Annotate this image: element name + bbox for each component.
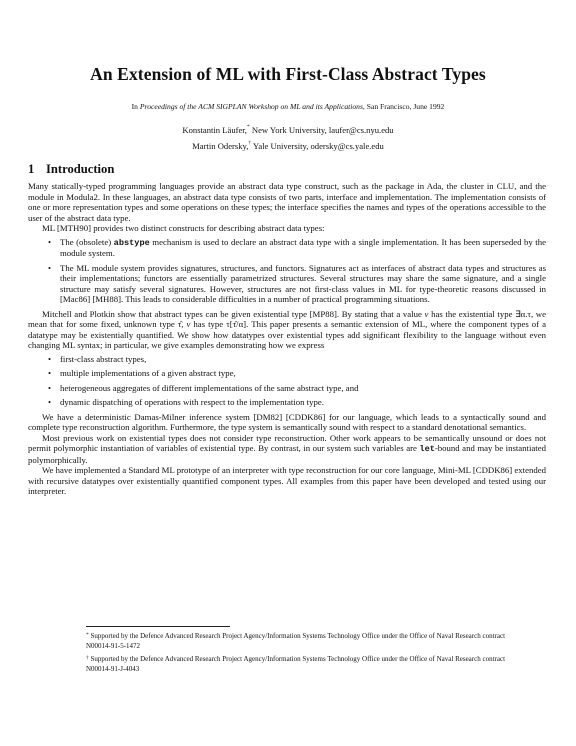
proceedings-venue: Proceedings of the ACM SIGPLAN Workshop on ML and its Applications <box>139 102 363 111</box>
footnote-2-text: Supported by the Defence Advanced Research Project Agency/Information Systems Technology Office under the Office of Naval Research contract N00014-91-J-4043 <box>86 655 506 673</box>
author-2 <box>0 141 576 151</box>
proceedings-prefix: In <box>131 102 140 111</box>
proceedings-suffix: , San Francisco, June 1992 <box>362 102 445 111</box>
section-body <box>28 181 546 497</box>
footnote-rule <box>86 626 230 627</box>
list-item <box>48 237 546 259</box>
paragraph-4: We have a deterministic Damas-Milner inference system [DM82] [CDDK86] for our language, which leads to a syntactically sound and complete type reconstruction algorithm. Furthermore, the type system is semantically sound with respect to a standard denotational semantics. <box>28 411 546 432</box>
paragraph-6: We have implemented a Standard ML prototype of an interpreter with type reconstruction for our core language, Mini-ML [CDDK86] extended with recursive datatypes over existentially quantified component types. All examples from this paper have been developed and tested using our interpreter. <box>28 465 546 496</box>
section-number: 1 <box>28 162 35 176</box>
abstype-keyword: abstype <box>113 237 150 248</box>
paragraph-2: ML [MTH90] provides two distinct constructs for describing abstract data types: <box>42 223 325 233</box>
text-run: , we mean that for some fixed, unknown type <box>28 308 546 329</box>
text-run: has the existential type <box>428 308 516 319</box>
math-var: v <box>186 319 191 329</box>
section-title: Introduction <box>46 162 115 176</box>
footnote-1-text: Supported by the Defence Advanced Research Project Agency/Information Systems Technology Office under the Office of Naval Research contract N00014-91-5-1472 <box>86 632 506 650</box>
let-keyword: let <box>419 444 435 454</box>
math-expr: τ[τ̂/α] <box>226 319 247 329</box>
text-run: Mitchell and Plotkin show that abstract types can be given existential type [MP88]. By stating that a value <box>42 308 425 319</box>
proceedings-line <box>0 102 576 111</box>
author-2-footnote-mark: † <box>248 140 252 146</box>
text-run: has type <box>190 319 227 329</box>
footnote-2 <box>86 655 526 674</box>
author-1-name: Konstantin Läufer, <box>182 125 247 135</box>
author-2-name: Martin Odersky, <box>192 141 249 151</box>
list-item: • heterogeneous aggregates of different implementations of the same abstract type, and <box>48 383 546 394</box>
text-run: -bound and may be instantiated polymorphically. <box>28 443 546 465</box>
math-var: v <box>424 308 429 319</box>
paragraph-5 <box>28 433 546 466</box>
math-expr: τ̂ <box>177 319 182 329</box>
math-expr: ∃α.τ <box>515 308 531 319</box>
text-run: Most previous work on existential types does not consider type reconstruction. Other work appears to be semantically unsound or does not permit polymorphic instantiation of variables of existential type. By contrast, in our system such variables are <box>28 432 546 453</box>
ml-constructs-list <box>28 237 546 305</box>
list-item-text: mechanism is used to declare an abstract data type with a single implementation. It has been superseded by the module system. <box>60 236 546 258</box>
list-item: • dynamic dispatching of operations with respect to the implementation type. <box>48 397 546 408</box>
footnote-1 <box>86 632 526 651</box>
author-2-affiliation: Yale University, odersky@cs.yale.edu <box>251 141 384 151</box>
list-item: • The ML module system provides signatures, structures, and functors. Signatures act as interfaces of abstract data types and structures as their implementations; functors are essentially parametrized structures. Several structures may share the same signature, and a single structure may satisfy several signatures. However, structures are not first-class values in ML for type-theoretic reasons discussed in [Mac86] [MH88]. This leads to considerable difficulties in a number of practical programming situations. <box>48 263 546 305</box>
list-item-text: The (obsolete) <box>60 236 114 247</box>
footnote-2-mark: † <box>86 655 89 661</box>
footnote-1-mark: * <box>86 632 89 638</box>
author-1 <box>0 125 576 135</box>
text-run: . This paper presents a semantic extension of ML, where the component types of a datatype may be existentially quantified. We show how datatypes over existential types add significant flexibility to the language without even changing ML syntax; in particular, we give examples demonstrating how we express <box>28 319 546 350</box>
author-1-affiliation: New York University, laufer@cs.nyu.edu <box>249 125 394 135</box>
text-run: , <box>181 319 187 329</box>
section-heading <box>28 162 114 177</box>
author-1-footnote-mark: * <box>246 124 250 130</box>
list-item: • multiple implementations of a given abstract type, <box>48 368 546 379</box>
list-item: • first-class abstract types, <box>48 354 546 365</box>
paragraph-1: Many statically-typed programming languages provide an abstract data type construct, such as the package in Ada, the cluster in CLU, and the module in Modula2. In these languages, an abstract data type consists of two parts, interface and implementation. The implementation consists of one or more representation types and some operations on these types; the interface specifies the names and types of the operations accessible to the user of the abstract data type. <box>28 181 546 223</box>
paragraph-3 <box>28 309 546 351</box>
paper-title: An Extension of ML with First-Class Abstract Types <box>90 64 486 84</box>
examples-list <box>28 354 546 408</box>
